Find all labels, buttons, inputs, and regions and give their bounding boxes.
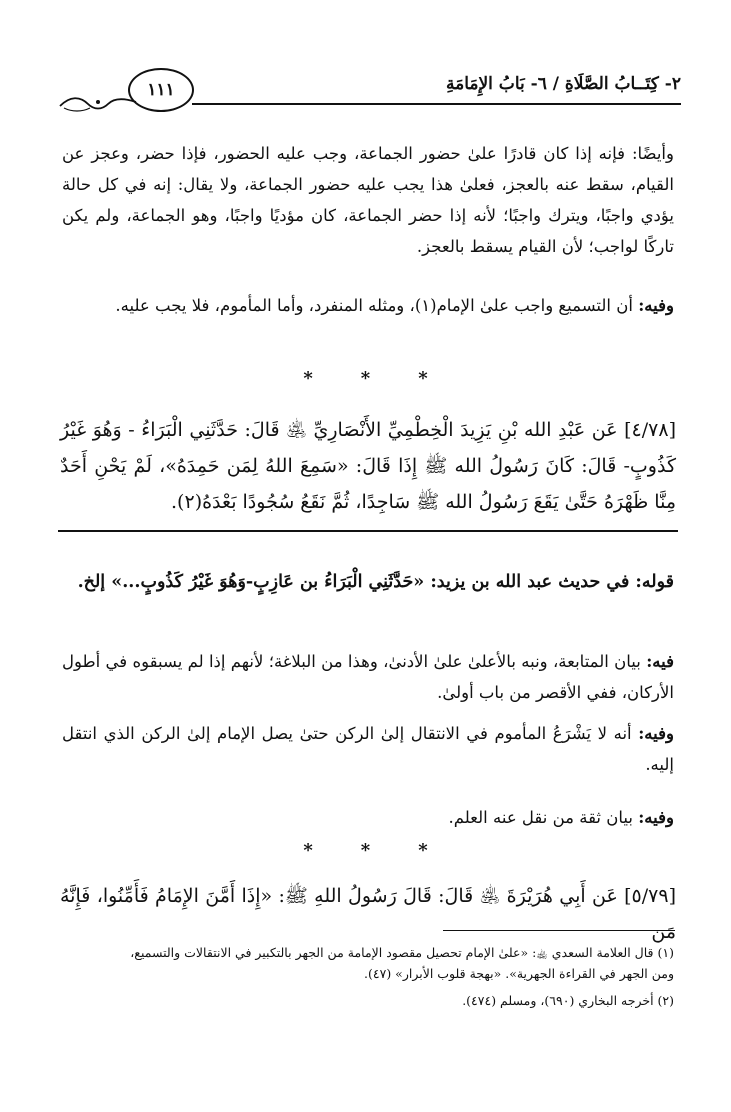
footnote-separator [443,930,675,931]
paragraph-intiqal [62,718,674,780]
header-ornament-icon [58,92,138,114]
page-number: ١١١ [147,80,175,100]
paragraph-text: وأيضًا: فإنه إذا كان قادرًا علىٰ حضور الجماعة، وجب عليه الحضور، فإذا حضر، وعجز عن القيام، سقط عنه بالعجز، فعلىٰ هذا يجب عليه حضور الجماعة، ولا يقال: إنه في كل حالة يؤدي واجبًا، ويترك واجبًا؛ لأنه إذا حضر الجماعة، كان مؤديًا واجبًا، وهو الجماعة، ولم يكن تاركًا لواجب؛ لأن القيام يسقط بالعجز. [62,144,674,256]
section-divider-stars [0,840,731,861]
hadith-79 [60,878,676,950]
running-header-title: ٢- كِتَــابُ الصَّلَاةِ / ٦- بَابُ الإِمَامَةِ [445,74,681,94]
footnote-1 [62,942,674,984]
star: * [360,368,371,389]
commentary-end: إلخ. [77,572,112,592]
star: * [360,840,371,861]
paragraph-tasmee [62,290,674,321]
paragraph-lead: فيه: [646,652,674,671]
hadith-78 [60,412,676,520]
footnote-line: ومن الجهر في القراءة الجهرية». «بهجة قلوب الأبرار» (٤٧). [364,966,674,981]
star: * [418,368,428,389]
star: * [418,840,428,861]
paragraph-text: أنه لا يَشْرَعُ المأموم في الانتقال إلىٰ الركن حتىٰ يصل الإمام إلىٰ الركن الذي انتقل إليه. [62,724,674,774]
paragraph-lead: وفيه: [638,296,674,315]
star: * [303,840,313,861]
hadith-text: [٤/٧٨] عَن عَبْدِ الله بْنِ يَزِيدَ الْخِطْمِيِّ الأَنْصَارِيِّ ﵁ قَالَ: حَدَّثَنِي الْبَرَاءُ - وَهُوَ غَيْرُ كَذُوبٍ- قَالَ: كَانَ رَسُولُ الله ﷺ إِذَا قَالَ: «سَمِعَ اللهُ لِمَن حَمِدَهُ»، لَمْ يَحْنِ أَحَدٌ مِنَّا ظَهْرَهُ حَتَّىٰ يَقَعَ رَسُولُ الله ﷺ سَاجِدًا، ثُمَّ نَقَعُ سُجُودًا بَعْدَهُ(٢). [60,419,676,513]
hadith-text: [٥/٧٩] عَن أَبِي هُرَيْرَةَ ﵁ قَالَ: قَالَ رَسُولُ اللهِ ﷺ: «إِذَا أَمَّنَ الإِمَامُ فَأَمِّنُوا، فَإِنَّهُ مَن [60,885,676,943]
footnote-line: (١) قال العلامة السعدي ﵀: «علىٰ الإمام تحصيل مقصود الإمامة من الجهر بالتكبير في الانتقالات والتسميع، [130,945,674,960]
paragraph-text: بيان ثقة من نقل عنه العلم. [448,808,639,827]
commentary-heading [62,562,674,602]
paragraph-mutaba [62,646,674,708]
footnote-2 [62,990,674,1011]
paragraph-continuation [62,138,674,262]
star: * [303,368,313,389]
paragraph-lead: وفيه: [638,724,674,743]
paragraph-lead: وفيه: [638,808,674,827]
commentary-quote: «حَدَّثَنِي الْبَرَاءُ بن عَازِبٍ-وَهُوَ غَيْرُ كَذُوبٍ...» [111,572,425,592]
section-divider-stars [0,368,731,389]
header-rule [192,103,681,105]
paragraph-text: بيان المتابعة، ونبه بالأعلىٰ علىٰ الأدنىٰ، وهذا من البلاغة؛ لأنهم إذا لم يسبقوه في أطول الأركان، ففي الأقصر من باب أولىٰ. [62,652,674,702]
commentary-lead: قوله: في حديث عبد الله بن يزيد: [424,572,674,592]
footnote-line: (٢) أخرجه البخاري (٦٩٠)، ومسلم (٤٧٤). [462,993,674,1008]
paragraph-text: أن التسميع واجب علىٰ الإمام(١)، ومثله المنفرد، وأما المأموم، فلا يجب عليه. [115,296,639,315]
paragraph-thiqa [62,802,674,833]
hadith-separator [58,530,678,532]
